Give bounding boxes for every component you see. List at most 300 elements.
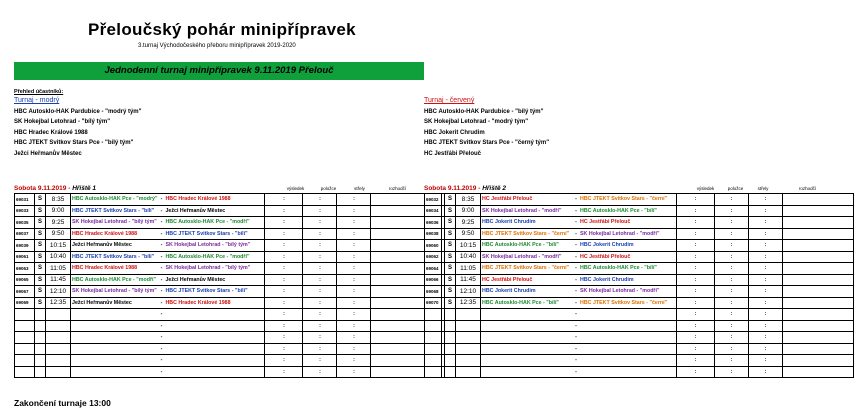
referee-cell — [783, 297, 854, 309]
shots-cell: : — [749, 274, 783, 286]
game-id: 69038 — [425, 228, 445, 240]
result-cell: : — [677, 205, 715, 217]
shots-cell: : — [337, 297, 371, 309]
penalty-cell: : — [715, 286, 749, 298]
shots-cell: : — [337, 366, 371, 378]
vs-dash: - — [573, 240, 579, 252]
shots-cell: : — [749, 297, 783, 309]
vs-dash: - — [573, 355, 579, 367]
group-blue-team: HBC Hradec Králové 1988 — [14, 129, 88, 136]
game-type: S — [445, 251, 456, 263]
result-cell: : — [677, 228, 715, 240]
shots-cell: : — [749, 355, 783, 367]
table-row — [15, 251, 442, 263]
game-type: S — [445, 194, 456, 206]
game-id: 69035 — [15, 217, 35, 229]
home-team: SK Hokejbal Letohrad - "bílý tým" — [71, 286, 159, 298]
penalty-cell: : — [303, 297, 337, 309]
penalty-cell: : — [303, 343, 337, 355]
penalty-cell: : — [715, 274, 749, 286]
vs-dash: - — [158, 332, 164, 344]
home-team: HBC Autosklo-HAK Pce - "bílí" — [481, 240, 574, 252]
home-team: HBC Autosklo-HAK Pce - "modří" — [71, 274, 159, 286]
home-team: SK Hokejbal Letohrad - "modří" — [481, 251, 574, 263]
game-id: 69033 — [15, 205, 35, 217]
away-team: SK Hokejbal Letohrad - "bílý tým" — [164, 263, 265, 275]
away-team: HC Jestřábi Přelouč — [579, 217, 677, 229]
vs-dash: - — [573, 205, 579, 217]
tournament-banner: Jednodenní turnaj minipřípravek 9.11.2019 Přelouč — [14, 62, 424, 80]
result-cell: : — [677, 332, 715, 344]
result-cell: : — [265, 194, 303, 206]
game-type — [445, 309, 456, 321]
vs-dash: - — [158, 309, 164, 321]
game-id: 69031 — [15, 194, 35, 206]
away-team: HBC JTEKT Svitkov Stars - "černí" — [579, 194, 677, 206]
game-type — [445, 366, 456, 378]
away-team: HBC Jokerit Chrudim — [579, 274, 677, 286]
vs-dash: - — [158, 355, 164, 367]
table-row — [425, 240, 854, 252]
table-row — [15, 274, 442, 286]
game-time — [456, 320, 481, 332]
vs-dash: - — [158, 217, 164, 229]
home-team — [481, 343, 574, 355]
col-result: výsledek — [286, 186, 305, 191]
away-team: HBC Autosklo-HAK Pce - "bílí" — [579, 263, 677, 275]
result-cell: : — [677, 297, 715, 309]
shots-cell: : — [337, 286, 371, 298]
home-team: HBC JTEKT Svitkov Stars - "černí" — [481, 228, 574, 240]
home-team — [481, 320, 574, 332]
away-team — [579, 355, 677, 367]
home-team — [481, 332, 574, 344]
away-team: SK Hokejbal Letohrad - "bílý tým" — [164, 240, 265, 252]
group-red-team: HBC JTEKT Svitkov Stars Pce - "černý tým" — [424, 140, 550, 146]
game-type — [445, 320, 456, 332]
shots-cell: : — [337, 217, 371, 229]
penalty-cell: : — [303, 286, 337, 298]
empty-row — [15, 366, 442, 378]
home-team: HBC Hradec Králové 1988 — [71, 228, 159, 240]
result-cell: : — [677, 194, 715, 206]
away-team — [579, 343, 677, 355]
game-id — [425, 332, 445, 344]
game-type: S — [445, 240, 456, 252]
schedule-1-hall: Hřiště 1 — [72, 185, 97, 192]
vs-dash: - — [158, 251, 164, 263]
penalty-cell: : — [303, 205, 337, 217]
away-team: HBC Autosklo-HAK Pce - "bílí" — [579, 205, 677, 217]
game-time — [46, 320, 71, 332]
game-type: S — [35, 263, 46, 275]
game-type: S — [35, 251, 46, 263]
result-cell: : — [265, 205, 303, 217]
shots-cell: : — [337, 355, 371, 367]
game-id: 69037 — [15, 228, 35, 240]
result-cell: : — [265, 228, 303, 240]
empty-row — [15, 309, 442, 321]
empty-row — [425, 320, 854, 332]
game-id: 69063 — [15, 263, 35, 275]
game-type: S — [445, 274, 456, 286]
penalty-cell: : — [303, 274, 337, 286]
home-team: HBC Hradec Králové 1988 — [71, 263, 159, 275]
vs-dash: - — [158, 286, 164, 298]
referee-cell — [783, 320, 854, 332]
closing-note: Zakončení turnaje 13:00 — [14, 398, 111, 408]
game-id: 69065 — [15, 274, 35, 286]
col-referee: rozhodčí — [798, 186, 817, 191]
game-time — [456, 343, 481, 355]
result-cell: : — [677, 286, 715, 298]
game-type — [35, 332, 46, 344]
game-type: S — [35, 274, 46, 286]
group-red — [424, 96, 549, 159]
empty-row — [425, 366, 854, 378]
vs-dash: - — [573, 332, 579, 344]
away-team — [164, 332, 265, 344]
result-cell: : — [677, 366, 715, 378]
game-time: 9:50 — [46, 228, 71, 240]
group-blue-title: Turnaj - modrý — [14, 97, 60, 104]
empty-row — [425, 309, 854, 321]
vs-dash: - — [573, 343, 579, 355]
home-team: Ježci Heřmanův Městec — [71, 240, 159, 252]
game-time: 12:10 — [46, 286, 71, 298]
group-red-title: Turnaj - červený — [424, 97, 475, 104]
home-team: HBC Autosklo-HAK Pce - "bílí" — [481, 297, 574, 309]
table-row — [425, 297, 854, 309]
group-blue-team: SK Hokejbal Letohrad - "bílý tým" — [14, 119, 111, 125]
referee-cell — [783, 194, 854, 206]
referee-cell — [783, 343, 854, 355]
schedule-2-header: Sobota 9.11.2019 - Hřiště 2 — [424, 185, 507, 192]
vs-dash: - — [573, 263, 579, 275]
vs-dash: - — [158, 228, 164, 240]
game-id — [425, 343, 445, 355]
group-red-team: HC Jestřábi Přelouč — [424, 150, 482, 157]
penalty-cell: : — [715, 240, 749, 252]
vs-dash: - — [573, 274, 579, 286]
result-cell: : — [265, 217, 303, 229]
col-result: výsledek — [696, 186, 715, 191]
result-cell: : — [677, 274, 715, 286]
game-type: S — [445, 286, 456, 298]
game-time: 9:25 — [456, 217, 481, 229]
col-shots: střely — [757, 186, 769, 191]
shots-cell: : — [749, 240, 783, 252]
game-type: S — [35, 194, 46, 206]
referee-cell — [783, 332, 854, 344]
penalty-cell: : — [715, 263, 749, 275]
game-type: S — [35, 297, 46, 309]
away-team: HBC Hradec Králové 1988 — [164, 297, 265, 309]
shots-cell: : — [337, 320, 371, 332]
vs-dash: - — [158, 194, 164, 206]
group-red-team: SK Hokejbal Letohrad - "modrý tým" — [424, 119, 529, 125]
penalty-cell: : — [715, 320, 749, 332]
result-cell: : — [265, 263, 303, 275]
referee-cell — [783, 240, 854, 252]
shots-cell: : — [749, 217, 783, 229]
game-type — [35, 343, 46, 355]
away-team — [164, 343, 265, 355]
table-row — [425, 194, 854, 206]
table-row — [425, 205, 854, 217]
penalty-cell: : — [303, 240, 337, 252]
game-time: 9:00 — [46, 205, 71, 217]
game-id — [425, 355, 445, 367]
penalty-cell: : — [303, 251, 337, 263]
table-row — [15, 205, 442, 217]
away-team: HBC JTEKT Svitkov Stars - "černí" — [579, 297, 677, 309]
vs-dash: - — [573, 228, 579, 240]
result-cell: : — [265, 251, 303, 263]
home-team: SK Hokejbal Letohrad - "bílý tým" — [71, 217, 159, 229]
game-time: 8:35 — [46, 194, 71, 206]
penalty-cell: : — [715, 332, 749, 344]
schedule-2-date: Sobota 9.11.2019 — [424, 185, 477, 192]
home-team — [481, 366, 574, 378]
game-id: 69064 — [425, 263, 445, 275]
table-row — [15, 297, 442, 309]
result-cell: : — [677, 309, 715, 321]
group-red-team: HBC Jokerit Chrudim — [424, 129, 485, 136]
referee-cell — [783, 251, 854, 263]
home-team: Ježci Heřmanův Městec — [71, 297, 159, 309]
vs-dash: - — [573, 309, 579, 321]
home-team: HBC Jokerit Chrudim — [481, 217, 574, 229]
away-team: SK Hokejbal Letohrad - "modří" — [579, 286, 677, 298]
shots-cell: : — [337, 343, 371, 355]
game-id — [425, 320, 445, 332]
game-id — [15, 366, 35, 378]
game-time: 10:15 — [46, 240, 71, 252]
shots-cell: : — [749, 309, 783, 321]
table-row — [15, 194, 442, 206]
game-time — [46, 309, 71, 321]
schedule-1-table — [14, 193, 442, 378]
referee-cell — [783, 309, 854, 321]
game-time: 9:25 — [46, 217, 71, 229]
result-cell: : — [265, 297, 303, 309]
away-team: HBC JTEKT Svitkov Stars - "bílí" — [164, 228, 265, 240]
result-cell: : — [677, 320, 715, 332]
result-cell: : — [265, 332, 303, 344]
referee-cell — [783, 205, 854, 217]
schedule-1-header: Sobota 9.11.2019 - Hřiště 1 — [14, 185, 97, 192]
penalty-cell: : — [715, 309, 749, 321]
away-team: SK Hokejbal Letohrad - "modří" — [579, 228, 677, 240]
vs-dash: - — [158, 320, 164, 332]
game-id — [425, 309, 445, 321]
penalty-cell: : — [715, 217, 749, 229]
game-time: 12:35 — [456, 297, 481, 309]
home-team: HC Jestřábi Přelouč — [481, 274, 574, 286]
away-team: HBC JTEKT Svitkov Stars - "bílí" — [164, 286, 265, 298]
schedule-2-table — [424, 193, 854, 378]
group-blue-team: HBC JTEKT Svitkov Stars Pce - "bílý tým" — [14, 140, 134, 146]
penalty-cell: : — [715, 205, 749, 217]
table-row — [15, 286, 442, 298]
result-cell: : — [677, 251, 715, 263]
empty-row — [15, 343, 442, 355]
game-type: S — [445, 228, 456, 240]
game-type — [445, 332, 456, 344]
penalty-cell: : — [715, 366, 749, 378]
home-team — [481, 355, 574, 367]
game-time: 12:10 — [456, 286, 481, 298]
game-type: S — [445, 297, 456, 309]
shots-cell: : — [749, 286, 783, 298]
vs-dash: - — [573, 251, 579, 263]
penalty-cell: : — [303, 194, 337, 206]
shots-cell: : — [337, 240, 371, 252]
result-cell: : — [265, 355, 303, 367]
game-id: 69067 — [15, 286, 35, 298]
penalty-cell: : — [715, 297, 749, 309]
game-time: 10:40 — [456, 251, 481, 263]
vs-dash: - — [573, 366, 579, 378]
empty-row — [425, 343, 854, 355]
home-team — [71, 309, 159, 321]
game-type: S — [445, 217, 456, 229]
game-type — [35, 309, 46, 321]
home-team: SK Hokejbal Letohrad - "modří" — [481, 205, 574, 217]
away-team — [164, 366, 265, 378]
shots-cell: : — [749, 263, 783, 275]
shots-cell: : — [749, 320, 783, 332]
result-cell: : — [265, 309, 303, 321]
game-time — [456, 366, 481, 378]
home-team: HBC Jokerit Chrudim — [481, 286, 574, 298]
result-cell: : — [265, 286, 303, 298]
referee-cell — [783, 274, 854, 286]
result-cell: : — [265, 240, 303, 252]
game-type: S — [35, 240, 46, 252]
table-row — [425, 286, 854, 298]
penalty-cell: : — [715, 251, 749, 263]
game-type — [35, 320, 46, 332]
col-referee: rozhodčí — [388, 186, 407, 191]
home-team: HBC JTEKT Svitkov Stars - "bílí" — [71, 205, 159, 217]
vs-dash: - — [158, 297, 164, 309]
result-cell: : — [677, 343, 715, 355]
away-team: Ježci Heřmanův Městec — [164, 205, 265, 217]
game-type — [445, 355, 456, 367]
table-row — [15, 228, 442, 240]
shots-cell: : — [749, 205, 783, 217]
shots-cell: : — [337, 251, 371, 263]
home-team — [71, 343, 159, 355]
game-id — [15, 320, 35, 332]
result-cell: : — [677, 263, 715, 275]
shots-cell: : — [337, 228, 371, 240]
away-team — [579, 320, 677, 332]
group-red-team: HBC Autosklo-HAK Pardubice - "bílý tým" — [424, 108, 544, 115]
shots-cell: : — [337, 274, 371, 286]
home-team — [481, 309, 574, 321]
empty-row — [425, 332, 854, 344]
vs-dash: - — [573, 320, 579, 332]
shots-cell: : — [337, 332, 371, 344]
referee-cell — [783, 286, 854, 298]
game-type: S — [445, 263, 456, 275]
vs-dash: - — [158, 263, 164, 275]
home-team: HC Jestřábi Přelouč — [481, 194, 574, 206]
game-time: 11:05 — [46, 263, 71, 275]
page-title: Přeloučský pohár minipřípravek — [88, 20, 356, 39]
game-time: 10:40 — [46, 251, 71, 263]
game-type: S — [35, 228, 46, 240]
home-team — [71, 320, 159, 332]
game-id — [15, 343, 35, 355]
game-type: S — [445, 205, 456, 217]
col-shots: střely — [354, 186, 365, 191]
game-id: 69062 — [425, 251, 445, 263]
game-time: 12:35 — [46, 297, 71, 309]
result-cell: : — [265, 366, 303, 378]
shots-cell: : — [749, 366, 783, 378]
game-type: S — [35, 217, 46, 229]
result-cell: : — [677, 217, 715, 229]
table-row — [15, 263, 442, 275]
game-time — [46, 366, 71, 378]
home-team: HBC JTEKT Svitkov Stars - "černí" — [481, 263, 574, 275]
group-blue — [14, 96, 141, 159]
table-row — [15, 217, 442, 229]
group-blue-team: HBC Autosklo-HAK Pardubice - "modrý tým" — [14, 108, 142, 115]
away-team: HBC Hradec Králové 1988 — [164, 194, 265, 206]
game-id: 69066 — [425, 274, 445, 286]
shots-cell: : — [749, 251, 783, 263]
table-row — [425, 217, 854, 229]
game-time — [46, 332, 71, 344]
game-time: 9:50 — [456, 228, 481, 240]
away-team — [579, 332, 677, 344]
game-type — [35, 355, 46, 367]
empty-row — [15, 332, 442, 344]
penalty-cell: : — [303, 320, 337, 332]
home-team: HBC Autosklo-HAK Pce - "modrý" — [71, 194, 159, 206]
referee-cell — [783, 228, 854, 240]
empty-row — [425, 355, 854, 367]
game-time — [456, 332, 481, 344]
vs-dash: - — [573, 297, 579, 309]
game-id: 69060 — [425, 240, 445, 252]
page-subtitle: 3.turnaj Východočeského přeboru minipřípravek 2019-2020 — [138, 43, 296, 49]
penalty-cell: : — [303, 355, 337, 367]
game-time — [46, 343, 71, 355]
game-time: 8:35 — [456, 194, 481, 206]
shots-cell: : — [749, 194, 783, 206]
away-team: HC Jestřábi Přelouč — [579, 251, 677, 263]
game-id: 69070 — [425, 297, 445, 309]
result-cell: : — [265, 274, 303, 286]
vs-dash: - — [573, 217, 579, 229]
home-team — [71, 355, 159, 367]
vs-dash: - — [573, 286, 579, 298]
away-team: HBC Autosklo-HAK Pce - "modří" — [164, 251, 265, 263]
game-id: 69039 — [15, 240, 35, 252]
vs-dash: - — [158, 343, 164, 355]
game-id — [15, 332, 35, 344]
schedule-1-date: Sobota 9.11.2019 — [14, 185, 67, 192]
game-type: S — [35, 286, 46, 298]
result-cell: : — [677, 355, 715, 367]
shots-cell: : — [749, 332, 783, 344]
